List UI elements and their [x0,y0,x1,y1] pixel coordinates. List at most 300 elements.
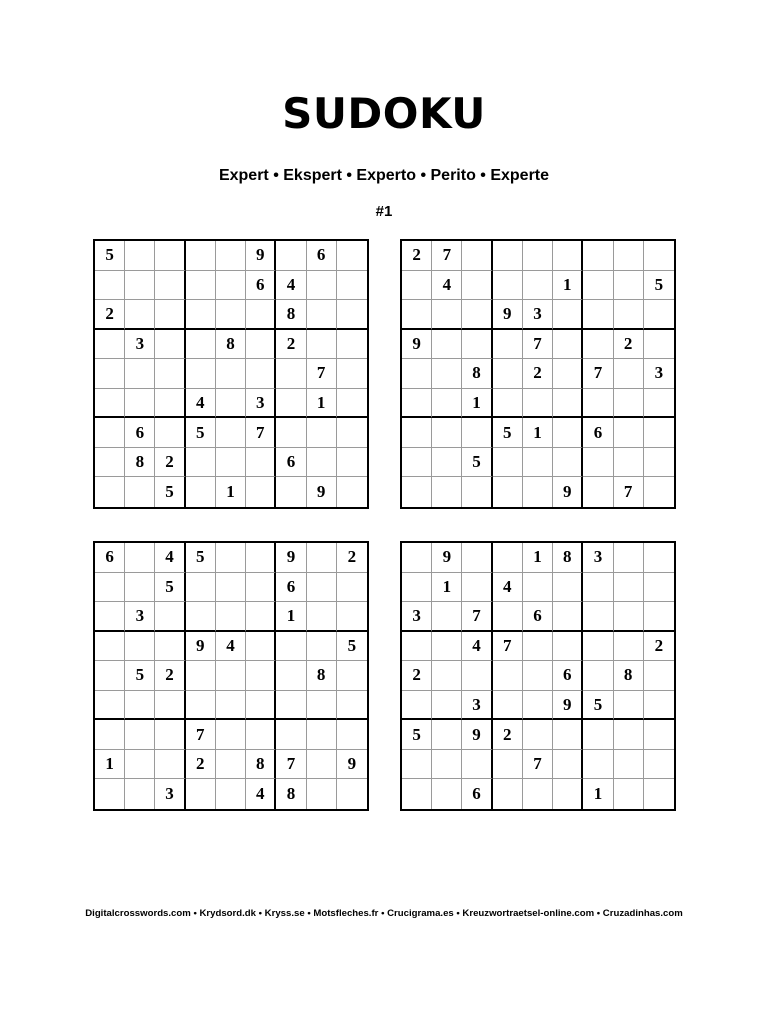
sudoku-cell[interactable] [583,300,613,330]
sudoku-cell[interactable] [216,241,246,271]
sudoku-cell[interactable] [614,448,644,478]
sudoku-cell[interactable] [553,720,583,750]
sudoku-cell[interactable]: 8 [276,779,306,809]
sudoku-cell[interactable] [125,389,155,419]
sudoku-cell[interactable]: 3 [125,330,155,360]
sudoku-cell[interactable] [523,573,553,603]
sudoku-cell[interactable] [95,573,125,603]
sudoku-cell[interactable] [155,418,185,448]
sudoku-cell[interactable]: 5 [644,271,674,301]
sudoku-cell[interactable] [493,241,523,271]
sudoku-cell[interactable] [155,632,185,662]
sudoku-cell[interactable] [432,779,462,809]
sudoku-cell[interactable] [402,543,432,573]
sudoku-cell[interactable]: 6 [276,573,306,603]
sudoku-cell[interactable] [583,720,613,750]
sudoku-cell[interactable] [462,573,492,603]
sudoku-cell[interactable] [553,389,583,419]
sudoku-cell[interactable] [186,602,216,632]
sudoku-cell[interactable] [432,720,462,750]
sudoku-cell[interactable]: 8 [276,300,306,330]
sudoku-cell[interactable] [553,418,583,448]
sudoku-cell[interactable] [246,691,276,721]
sudoku-cell[interactable] [493,477,523,507]
sudoku-cell[interactable] [125,241,155,271]
sudoku-cell[interactable] [125,271,155,301]
sudoku-cell[interactable]: 6 [307,241,337,271]
sudoku-cell[interactable]: 6 [95,543,125,573]
sudoku-cell[interactable] [337,271,367,301]
sudoku-cell[interactable]: 1 [583,779,613,809]
sudoku-cell[interactable] [155,271,185,301]
sudoku-cell[interactable]: 8 [553,543,583,573]
sudoku-cell[interactable] [614,720,644,750]
sudoku-cell[interactable]: 4 [432,271,462,301]
sudoku-cell[interactable]: 1 [307,389,337,419]
sudoku-cell[interactable] [125,300,155,330]
sudoku-cell[interactable] [614,602,644,632]
sudoku-cell[interactable] [95,418,125,448]
sudoku-cell[interactable] [155,359,185,389]
sudoku-cell[interactable] [493,750,523,780]
sudoku-cell[interactable] [402,300,432,330]
sudoku-cell[interactable] [432,448,462,478]
sudoku-cell[interactable]: 1 [553,271,583,301]
sudoku-cell[interactable] [95,661,125,691]
sudoku-cell[interactable] [125,477,155,507]
sudoku-cell[interactable] [523,241,553,271]
sudoku-cell[interactable] [553,241,583,271]
sudoku-cell[interactable]: 2 [614,330,644,360]
sudoku-cell[interactable] [276,241,306,271]
sudoku-cell[interactable] [276,418,306,448]
sudoku-cell[interactable]: 5 [337,632,367,662]
sudoku-cell[interactable] [614,418,644,448]
sudoku-cell[interactable]: 4 [276,271,306,301]
sudoku-cell[interactable]: 5 [402,720,432,750]
sudoku-cell[interactable] [246,448,276,478]
sudoku-cell[interactable] [216,720,246,750]
sudoku-cell[interactable]: 4 [216,632,246,662]
sudoku-cell[interactable]: 4 [246,779,276,809]
sudoku-cell[interactable] [553,573,583,603]
sudoku-cell[interactable] [337,418,367,448]
sudoku-cell[interactable] [216,389,246,419]
sudoku-cell[interactable] [216,543,246,573]
sudoku-cell[interactable] [276,661,306,691]
sudoku-cell[interactable]: 7 [523,330,553,360]
sudoku-cell[interactable]: 9 [553,691,583,721]
sudoku-cell[interactable] [614,359,644,389]
sudoku-cell[interactable] [216,602,246,632]
sudoku-cell[interactable] [125,720,155,750]
sudoku-cell[interactable] [307,448,337,478]
sudoku-cell[interactable] [186,691,216,721]
sudoku-cell[interactable] [553,602,583,632]
sudoku-cell[interactable] [125,750,155,780]
sudoku-cell[interactable] [614,241,644,271]
sudoku-cell[interactable] [307,632,337,662]
sudoku-cell[interactable] [553,300,583,330]
sudoku-cell[interactable]: 5 [155,477,185,507]
sudoku-cell[interactable] [523,720,553,750]
sudoku-cell[interactable] [644,477,674,507]
sudoku-cell[interactable] [432,632,462,662]
sudoku-cell[interactable] [246,720,276,750]
sudoku-cell[interactable] [276,359,306,389]
sudoku-cell[interactable] [186,271,216,301]
sudoku-cell[interactable] [95,271,125,301]
sudoku-cell[interactable] [95,359,125,389]
sudoku-cell[interactable] [523,691,553,721]
sudoku-cell[interactable] [246,477,276,507]
sudoku-cell[interactable] [432,330,462,360]
sudoku-cell[interactable] [462,543,492,573]
sudoku-cell[interactable] [432,418,462,448]
sudoku-cell[interactable]: 3 [644,359,674,389]
sudoku-cell[interactable] [337,661,367,691]
sudoku-cell[interactable] [432,661,462,691]
sudoku-cell[interactable] [583,477,613,507]
sudoku-cell[interactable] [523,632,553,662]
sudoku-cell[interactable] [493,359,523,389]
sudoku-cell[interactable] [523,779,553,809]
sudoku-cell[interactable] [307,779,337,809]
sudoku-cell[interactable] [644,241,674,271]
sudoku-cell[interactable]: 8 [216,330,246,360]
sudoku-cell[interactable] [246,543,276,573]
sudoku-cell[interactable] [307,418,337,448]
sudoku-cell[interactable]: 3 [583,543,613,573]
sudoku-cell[interactable]: 7 [432,241,462,271]
sudoku-cell[interactable]: 1 [432,573,462,603]
sudoku-cell[interactable]: 5 [493,418,523,448]
sudoku-cell[interactable] [307,573,337,603]
sudoku-cell[interactable] [186,573,216,603]
sudoku-cell[interactable]: 6 [276,448,306,478]
sudoku-cell[interactable]: 6 [553,661,583,691]
sudoku-cell[interactable] [493,543,523,573]
sudoku-cell[interactable] [583,271,613,301]
sudoku-cell[interactable] [125,632,155,662]
sudoku-cell[interactable] [307,691,337,721]
sudoku-cell[interactable] [216,691,246,721]
sudoku-cell[interactable] [432,359,462,389]
sudoku-cell[interactable] [462,300,492,330]
sudoku-cell[interactable]: 2 [337,543,367,573]
sudoku-cell[interactable] [307,750,337,780]
sudoku-cell[interactable]: 7 [583,359,613,389]
sudoku-cell[interactable] [493,271,523,301]
sudoku-cell[interactable] [337,573,367,603]
sudoku-cell[interactable] [337,602,367,632]
sudoku-cell[interactable]: 9 [462,720,492,750]
sudoku-cell[interactable] [337,779,367,809]
sudoku-cell[interactable]: 3 [462,691,492,721]
sudoku-cell[interactable]: 7 [246,418,276,448]
sudoku-cell[interactable]: 4 [462,632,492,662]
sudoku-cell[interactable] [402,573,432,603]
sudoku-cell[interactable] [493,448,523,478]
sudoku-cell[interactable] [246,661,276,691]
sudoku-cell[interactable]: 1 [216,477,246,507]
sudoku-cell[interactable]: 2 [276,330,306,360]
sudoku-cell[interactable] [614,300,644,330]
sudoku-cell[interactable] [432,602,462,632]
sudoku-cell[interactable] [216,779,246,809]
sudoku-cell[interactable] [276,477,306,507]
sudoku-cell[interactable] [307,543,337,573]
sudoku-cell[interactable]: 9 [432,543,462,573]
sudoku-cell[interactable] [276,632,306,662]
sudoku-cell[interactable]: 2 [523,359,553,389]
sudoku-cell[interactable] [402,632,432,662]
sudoku-cell[interactable] [155,602,185,632]
sudoku-cell[interactable] [644,750,674,780]
sudoku-cell[interactable] [186,661,216,691]
sudoku-cell[interactable] [95,779,125,809]
sudoku-cell[interactable] [337,300,367,330]
sudoku-cell[interactable] [186,300,216,330]
sudoku-cell[interactable] [493,389,523,419]
sudoku-cell[interactable] [246,300,276,330]
sudoku-cell[interactable]: 3 [246,389,276,419]
sudoku-cell[interactable] [402,779,432,809]
sudoku-cell[interactable]: 5 [462,448,492,478]
sudoku-cell[interactable] [307,300,337,330]
sudoku-cell[interactable] [95,389,125,419]
sudoku-cell[interactable]: 2 [155,448,185,478]
sudoku-cell[interactable]: 6 [125,418,155,448]
sudoku-cell[interactable] [246,359,276,389]
sudoku-cell[interactable] [553,448,583,478]
sudoku-cell[interactable] [216,300,246,330]
sudoku-cell[interactable] [432,477,462,507]
sudoku-cell[interactable]: 6 [462,779,492,809]
sudoku-cell[interactable] [644,691,674,721]
sudoku-cell[interactable] [644,418,674,448]
sudoku-cell[interactable] [553,779,583,809]
sudoku-cell[interactable] [644,330,674,360]
sudoku-cell[interactable] [644,779,674,809]
sudoku-cell[interactable]: 2 [155,661,185,691]
sudoku-cell[interactable] [95,330,125,360]
sudoku-cell[interactable] [337,477,367,507]
sudoku-cell[interactable] [583,330,613,360]
sudoku-cell[interactable] [125,573,155,603]
sudoku-cell[interactable] [125,543,155,573]
sudoku-cell[interactable] [644,448,674,478]
sudoku-cell[interactable]: 7 [276,750,306,780]
sudoku-cell[interactable] [614,750,644,780]
sudoku-cell[interactable] [307,720,337,750]
sudoku-cell[interactable]: 7 [186,720,216,750]
sudoku-cell[interactable] [125,691,155,721]
sudoku-cell[interactable] [402,477,432,507]
sudoku-cell[interactable] [432,691,462,721]
sudoku-cell[interactable] [337,448,367,478]
sudoku-cell[interactable] [155,241,185,271]
sudoku-cell[interactable] [186,477,216,507]
sudoku-cell[interactable]: 7 [614,477,644,507]
sudoku-cell[interactable] [155,330,185,360]
sudoku-cell[interactable]: 5 [125,661,155,691]
sudoku-cell[interactable] [337,720,367,750]
sudoku-cell[interactable] [155,300,185,330]
sudoku-cell[interactable] [614,779,644,809]
sudoku-cell[interactable]: 1 [276,602,306,632]
sudoku-cell[interactable] [216,661,246,691]
sudoku-cell[interactable]: 7 [523,750,553,780]
sudoku-cell[interactable] [337,691,367,721]
sudoku-cell[interactable] [644,573,674,603]
sudoku-cell[interactable] [583,241,613,271]
sudoku-cell[interactable] [432,300,462,330]
sudoku-cell[interactable] [553,359,583,389]
sudoku-cell[interactable] [276,691,306,721]
sudoku-cell[interactable] [432,750,462,780]
sudoku-cell[interactable]: 2 [402,661,432,691]
sudoku-cell[interactable] [216,573,246,603]
sudoku-cell[interactable]: 8 [125,448,155,478]
sudoku-cell[interactable] [583,389,613,419]
sudoku-cell[interactable] [493,691,523,721]
sudoku-cell[interactable]: 9 [307,477,337,507]
sudoku-cell[interactable]: 2 [95,300,125,330]
sudoku-cell[interactable]: 7 [493,632,523,662]
sudoku-cell[interactable] [337,359,367,389]
sudoku-cell[interactable]: 3 [155,779,185,809]
sudoku-cell[interactable] [155,720,185,750]
sudoku-cell[interactable]: 1 [523,418,553,448]
sudoku-cell[interactable]: 5 [186,418,216,448]
sudoku-cell[interactable]: 9 [246,241,276,271]
sudoku-cell[interactable] [462,661,492,691]
sudoku-cell[interactable] [432,389,462,419]
sudoku-cell[interactable] [614,543,644,573]
sudoku-cell[interactable] [186,779,216,809]
sudoku-cell[interactable] [462,750,492,780]
sudoku-cell[interactable] [402,750,432,780]
sudoku-cell[interactable]: 8 [246,750,276,780]
sudoku-cell[interactable] [644,543,674,573]
sudoku-cell[interactable] [614,271,644,301]
sudoku-cell[interactable]: 9 [186,632,216,662]
sudoku-cell[interactable]: 8 [307,661,337,691]
sudoku-cell[interactable]: 9 [493,300,523,330]
sudoku-cell[interactable] [644,300,674,330]
sudoku-cell[interactable] [523,389,553,419]
sudoku-cell[interactable]: 3 [402,602,432,632]
sudoku-cell[interactable] [155,691,185,721]
sudoku-cell[interactable] [186,330,216,360]
sudoku-cell[interactable] [523,477,553,507]
sudoku-cell[interactable]: 9 [276,543,306,573]
sudoku-cell[interactable]: 7 [462,602,492,632]
sudoku-cell[interactable]: 2 [644,632,674,662]
sudoku-cell[interactable] [644,389,674,419]
sudoku-cell[interactable] [95,602,125,632]
sudoku-cell[interactable] [246,573,276,603]
sudoku-cell[interactable] [216,448,246,478]
sudoku-cell[interactable] [493,330,523,360]
sudoku-cell[interactable] [493,779,523,809]
sudoku-cell[interactable] [307,330,337,360]
sudoku-cell[interactable] [583,661,613,691]
sudoku-cell[interactable] [583,750,613,780]
sudoku-cell[interactable] [614,389,644,419]
sudoku-cell[interactable] [583,448,613,478]
sudoku-cell[interactable] [462,271,492,301]
sudoku-cell[interactable]: 9 [337,750,367,780]
sudoku-cell[interactable] [216,271,246,301]
sudoku-cell[interactable] [402,389,432,419]
sudoku-cell[interactable]: 1 [95,750,125,780]
sudoku-cell[interactable] [462,241,492,271]
sudoku-cell[interactable]: 5 [155,573,185,603]
sudoku-cell[interactable]: 5 [186,543,216,573]
sudoku-cell[interactable] [523,271,553,301]
sudoku-cell[interactable] [462,330,492,360]
sudoku-cell[interactable] [95,477,125,507]
sudoku-cell[interactable] [337,330,367,360]
sudoku-cell[interactable] [337,389,367,419]
sudoku-cell[interactable] [462,477,492,507]
sudoku-cell[interactable]: 1 [523,543,553,573]
sudoku-cell[interactable] [125,779,155,809]
sudoku-cell[interactable] [155,750,185,780]
sudoku-cell[interactable]: 4 [493,573,523,603]
sudoku-cell[interactable] [216,750,246,780]
sudoku-cell[interactable]: 9 [553,477,583,507]
sudoku-cell[interactable] [553,750,583,780]
sudoku-cell[interactable] [125,359,155,389]
sudoku-cell[interactable] [95,720,125,750]
sudoku-cell[interactable] [216,359,246,389]
sudoku-cell[interactable]: 2 [186,750,216,780]
sudoku-cell[interactable] [186,241,216,271]
sudoku-cell[interactable] [155,389,185,419]
sudoku-cell[interactable]: 5 [583,691,613,721]
sudoku-cell[interactable] [553,632,583,662]
sudoku-cell[interactable] [276,720,306,750]
sudoku-cell[interactable] [614,691,644,721]
sudoku-cell[interactable] [95,448,125,478]
sudoku-cell[interactable]: 6 [583,418,613,448]
sudoku-cell[interactable] [246,632,276,662]
sudoku-cell[interactable] [246,602,276,632]
sudoku-cell[interactable] [493,661,523,691]
sudoku-cell[interactable] [186,359,216,389]
sudoku-cell[interactable] [402,691,432,721]
sudoku-cell[interactable] [462,418,492,448]
sudoku-cell[interactable] [583,602,613,632]
sudoku-cell[interactable]: 2 [402,241,432,271]
sudoku-cell[interactable]: 4 [186,389,216,419]
sudoku-cell[interactable]: 1 [462,389,492,419]
sudoku-cell[interactable] [583,573,613,603]
sudoku-cell[interactable] [523,661,553,691]
sudoku-cell[interactable] [276,389,306,419]
sudoku-cell[interactable] [246,330,276,360]
sudoku-cell[interactable] [553,330,583,360]
sudoku-cell[interactable]: 7 [307,359,337,389]
sudoku-cell[interactable] [614,632,644,662]
sudoku-cell[interactable] [402,418,432,448]
sudoku-cell[interactable] [307,602,337,632]
sudoku-cell[interactable] [614,573,644,603]
sudoku-cell[interactable]: 4 [155,543,185,573]
